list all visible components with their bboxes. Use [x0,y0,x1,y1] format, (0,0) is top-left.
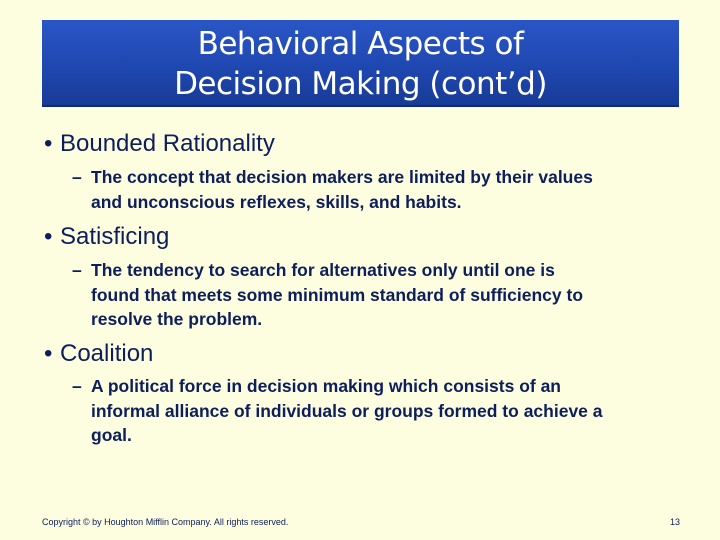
sub-bullet-bounded-rationality [72,165,692,214]
sub-bullet-line: and unconscious reflexes, skills, and habits. [91,191,462,212]
bullet-bounded-rationality [44,130,275,158]
bullet-dot: • [44,130,53,157]
sub-bullet-dash: – [72,260,82,280]
bullet-coalition [44,340,153,368]
sub-bullet-line: goal. [91,425,132,445]
bullet-label: Bounded Rationality [60,130,275,157]
sub-bullet-dash: – [72,376,82,396]
sub-bullet-coalition [72,374,692,448]
slide-title-line-2: Decision Making (cont’d) [174,66,547,102]
sub-bullet-line: informal alliance of individuals or groups formed to achieve a [91,400,603,421]
sub-bullet-satisficing [72,258,692,332]
bullet-label: Coalition [60,340,154,367]
bullet-satisficing [44,223,169,251]
sub-bullet-line: The concept that decision makers are limited by their values [91,167,593,187]
bullet-dot: • [44,340,53,367]
slide-title [42,24,679,104]
sub-bullet-line: The tendency to search for alternatives only until one is [91,260,555,280]
slide-title-line-1: Behavioral Aspects of [197,26,524,62]
sub-bullet-dash: – [72,167,82,187]
title-banner [42,20,679,107]
sub-bullet-line: resolve the problem. [91,309,263,329]
bullet-label: Satisficing [60,223,170,250]
sub-bullet-line: found that meets some minimum standard of sufficiency to [91,284,584,305]
page-number: 13 [669,517,680,527]
sub-bullet-line: A political force in decision making which consists of an [91,376,561,396]
copyright-footer: Copyright © by Houghton Mifflin Company. All rights reserved. [42,517,289,527]
bullet-dot: • [44,223,53,250]
